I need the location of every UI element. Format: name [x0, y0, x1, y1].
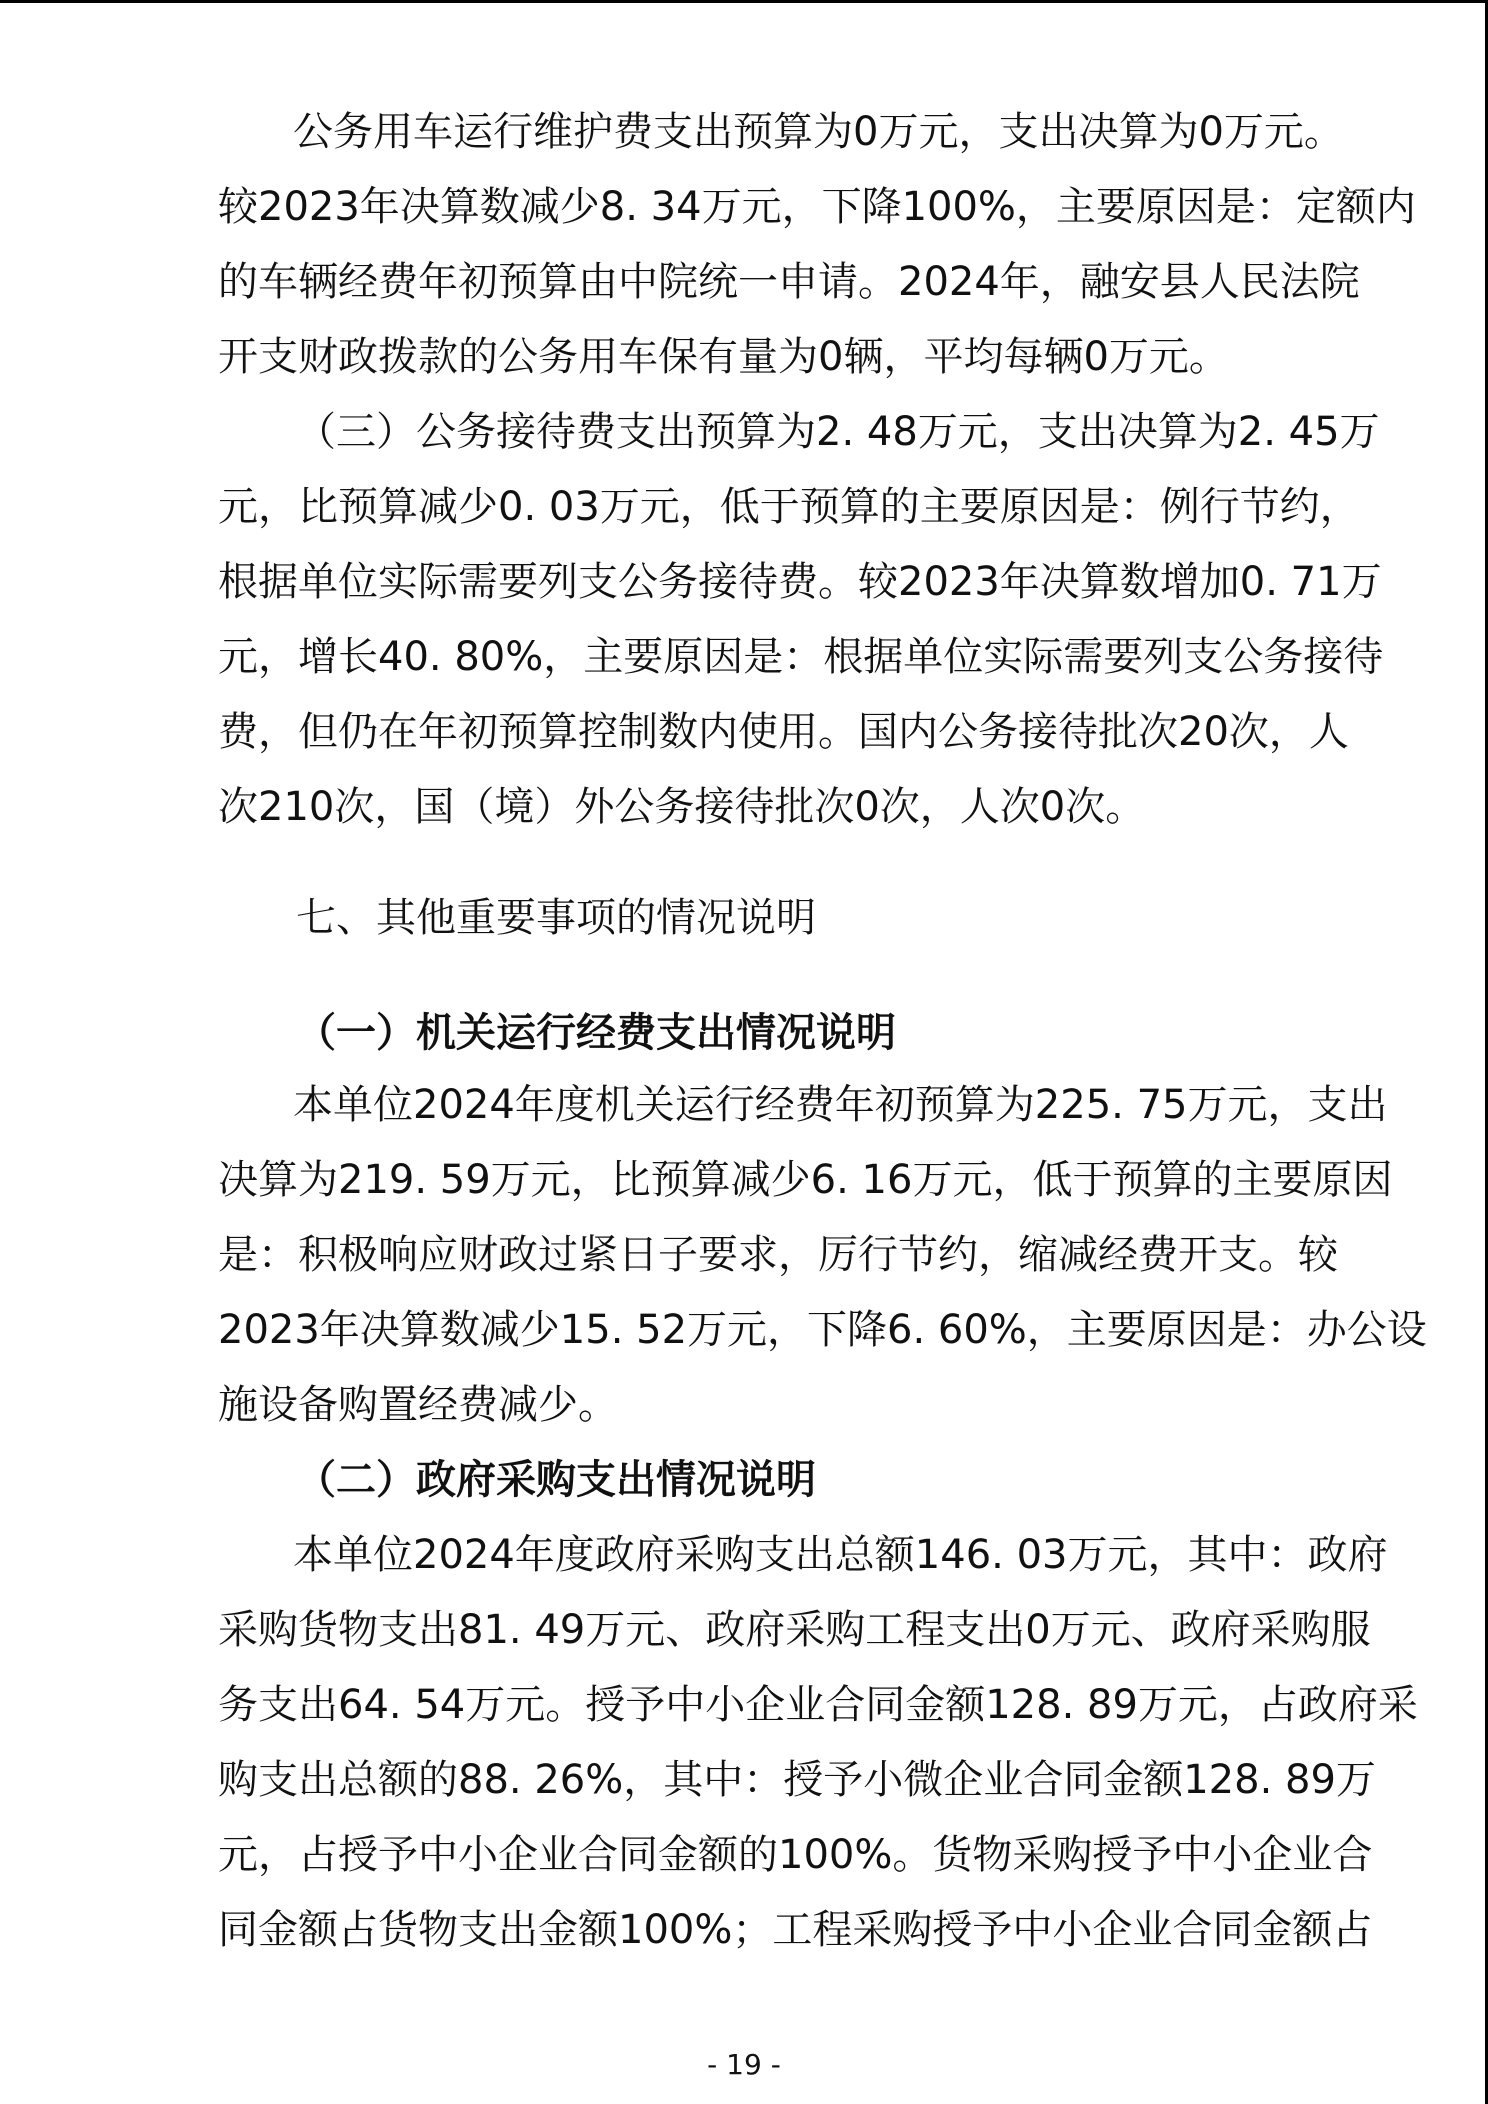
- paragraph-line: 是：积极响应财政过紧日子要求，厉行节约，缩减经费开支。较: [218, 1232, 1338, 1278]
- page-number: - 19 -: [707, 2048, 781, 2081]
- paragraph-line: 购支出总额的88. 26%，其中：授予小微企业合同金额128. 89万: [218, 1757, 1376, 1803]
- paragraph-line: 元，比预算减少0. 03万元，低于预算的主要原因是：例行节约，: [218, 484, 1360, 530]
- section-heading: 七、其他重要事项的情况说明: [296, 895, 816, 941]
- paragraph-line: 元，占授予中小企业合同金额的100%。货物采购授予中小企业合: [218, 1832, 1373, 1878]
- paragraph-line: 施设备购置经费减少。: [218, 1382, 618, 1428]
- subsection-heading: （二）政府采购支出情况说明: [296, 1457, 816, 1503]
- paragraph-line: 次210次，国（境）外公务接待批次0次，人次0次。: [218, 784, 1146, 830]
- paragraph-line: 采购货物支出81. 49万元、政府采购工程支出0万元、政府采购服: [218, 1607, 1371, 1653]
- paragraph-line: 本单位2024年度机关运行经费年初预算为225. 75万元，支出: [293, 1082, 1388, 1128]
- paragraph-line: 较2023年决算数减少8. 34万元，下降100%，主要原因是：定额内: [218, 184, 1416, 230]
- paragraph-line: 公务用车运行维护费支出预算为0万元，支出决算为0万元。: [293, 109, 1344, 155]
- paragraph-line: 根据单位实际需要列支公务接待费。较2023年决算数增加0. 71万: [218, 559, 1382, 605]
- paragraph-line: 元，增长40. 80%，主要原因是：根据单位实际需要列支公务接待: [218, 634, 1384, 680]
- subsection-heading: （一）机关运行经费支出情况说明: [296, 1010, 896, 1056]
- paragraph-line: 本单位2024年度政府采购支出总额146. 03万元，其中：政府: [293, 1532, 1388, 1578]
- paragraph-line: （三）公务接待费支出预算为2. 48万元，支出决算为2. 45万: [296, 409, 1380, 455]
- paragraph-line: 费，但仍在年初预算控制数内使用。国内公务接待批次20次，人: [218, 709, 1349, 755]
- paragraph-line: 2023年决算数减少15. 52万元，下降6. 60%，主要原因是：办公设: [218, 1307, 1427, 1353]
- paragraph-line: 的车辆经费年初预算由中院统一申请。2024年，融安县人民法院: [218, 259, 1360, 305]
- paragraph-line: 同金额占货物支出金额100%；工程采购授予中小企业合同金额占: [218, 1907, 1373, 1953]
- paragraph-line: 决算为219. 59万元，比预算减少6. 16万元，低于预算的主要原因: [218, 1157, 1393, 1203]
- paragraph-line: 务支出64. 54万元。授予中小企业合同金额128. 89万元，占政府采: [218, 1682, 1418, 1728]
- paragraph-line: 开支财政拨款的公务用车保有量为0辆，平均每辆0万元。: [218, 334, 1229, 380]
